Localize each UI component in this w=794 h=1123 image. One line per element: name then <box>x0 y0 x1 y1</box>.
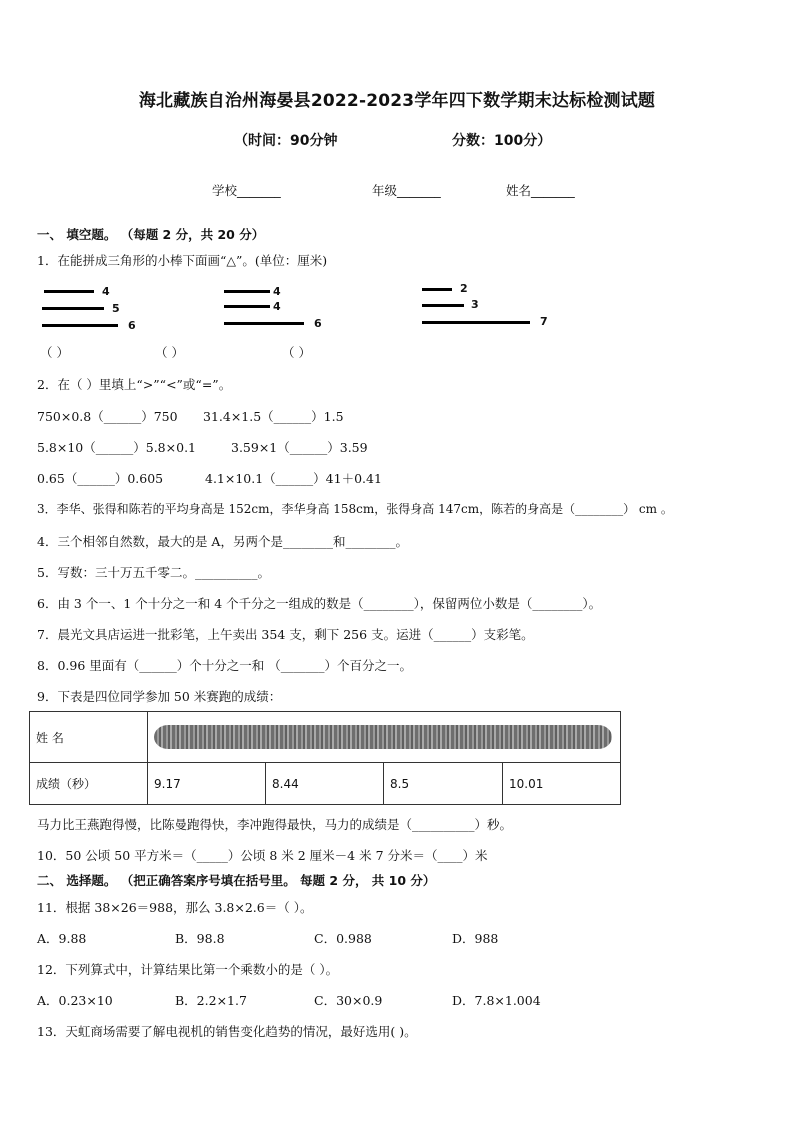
answer-paren-2[interactable]: （ ） <box>155 345 184 360</box>
question-1: 1．在能拼成三角形的小棒下面画“△”。(单位：厘米) <box>37 253 328 268</box>
school-field: 学校_______ <box>212 183 281 198</box>
option-b[interactable]: B．2.2×1.7 <box>175 993 247 1008</box>
section-header-fill-blank: 一、 填空题。 （每题 2 分，共 20 分） <box>37 227 265 242</box>
score-cell: 8.44 <box>266 763 384 805</box>
score-header-cell: 成绩（秒） <box>30 763 148 805</box>
stick-length: 6 <box>128 319 136 332</box>
stick-length: 6 <box>314 317 322 330</box>
names-smudged-cell <box>148 712 621 763</box>
question-12: 12．下列算式中，计算结果比第一个乘数小的是（ ）。 <box>37 962 339 977</box>
exam-time: （时间：90分钟 <box>234 133 338 149</box>
smudge-image <box>154 725 612 749</box>
table-row <box>30 763 621 805</box>
race-results-table <box>29 711 621 805</box>
stick <box>422 288 452 291</box>
table-row <box>30 712 621 763</box>
stick-length: 4 <box>102 285 110 298</box>
question-13: 13．天虹商场需要了解电视机的销售变化趋势的情况，最好选用( )。 <box>37 1024 417 1039</box>
answer-paren-3[interactable]: （ ） <box>282 345 311 360</box>
stick <box>422 321 530 324</box>
compare-item: 5.8×10（______）5.8×0.1 <box>37 440 196 455</box>
question-10: 10．50 公顷 50 平方米＝（_____）公顷 8 米 2 厘米－4 米 7 分米＝（____）米 <box>37 848 488 863</box>
stick <box>224 290 270 293</box>
option-a[interactable]: A．0.23×10 <box>37 993 113 1008</box>
question-6: 6．由 3 个一、1 个十分之一和 4 个千分之一组成的数是（________），保留两位小数是（________）。 <box>37 596 602 611</box>
option-c[interactable]: C．0.988 <box>314 931 372 946</box>
stick-length: 4 <box>273 285 281 298</box>
stick-length: 3 <box>471 298 479 311</box>
compare-item: 750×0.8（______）750 <box>37 409 178 424</box>
stick <box>42 324 118 327</box>
score-cell: 8.5 <box>384 763 503 805</box>
name-field: 姓名_______ <box>506 183 575 198</box>
section-header-multiple-choice: 二、 选择题。 （把正确答案序号填在括号里。 每题 2 分， 共 10 分） <box>37 873 436 888</box>
question-2: 2．在（ ）里填上“>”“<”或“=”。 <box>37 377 232 392</box>
stick-length: 2 <box>460 282 468 295</box>
stick-length: 7 <box>540 315 548 328</box>
option-c[interactable]: C．30×0.9 <box>314 993 383 1008</box>
stick <box>42 307 104 310</box>
question-9: 9．下表是四位同学参加 50 米赛跑的成绩： <box>37 689 282 704</box>
option-d[interactable]: D．7.8×1.004 <box>452 993 541 1008</box>
answer-paren-1[interactable]: （ ） <box>40 345 69 360</box>
grade-field: 年级_______ <box>372 183 441 198</box>
score-cell: 9.17 <box>148 763 266 805</box>
compare-item: 31.4×1.5（______）1.5 <box>203 409 344 424</box>
question-3: 3．李华、张得和陈若的平均身高是 152cm，李华身高 158cm，张得身高 147cm，陈若的身高是（________） cm 。 <box>37 502 673 516</box>
stick-length: 5 <box>112 302 120 315</box>
question-8: 8．0.96 里面有（______）个十分之一和 （_______）个百分之一。 <box>37 658 412 673</box>
score-cell: 10.01 <box>503 763 621 805</box>
name-header-cell: 姓 名 <box>30 712 148 763</box>
stick-length: 4 <box>273 300 281 313</box>
page-title: 海北藏族自治州海晏县2022-2023学年四下数学期末达标检测试题 <box>138 91 656 111</box>
question-4: 4．三个相邻自然数，最大的是 A，另两个是________和________。 <box>37 534 408 549</box>
question-5: 5．写数：三十万五千零二。__________。 <box>37 565 270 580</box>
compare-item: 4.1×10.1（______）41＋0.41 <box>205 471 382 486</box>
question-11: 11．根据 38×26＝988，那么 3.8×2.6＝（ ）。 <box>37 900 313 915</box>
stick <box>422 304 464 307</box>
option-a[interactable]: A．9.88 <box>37 931 87 946</box>
question-7: 7．晨光文具店运进一批彩笔，上午卖出 354 支，剩下 256 支。运进（______）支彩笔。 <box>37 627 534 642</box>
option-b[interactable]: B．98.8 <box>175 931 225 946</box>
option-d[interactable]: D．988 <box>452 931 499 946</box>
stick <box>224 305 270 308</box>
stick <box>44 290 94 293</box>
stick <box>224 322 304 325</box>
exam-score: 分数：100分） <box>452 133 552 149</box>
question-9-followup: 马力比王燕跑得慢，比陈曼跑得快，李冲跑得最快，马力的成绩是（__________）秒。 <box>37 817 513 832</box>
compare-item: 3.59×1（______）3.59 <box>231 440 368 455</box>
compare-item: 0.65（______）0.605 <box>37 471 164 486</box>
